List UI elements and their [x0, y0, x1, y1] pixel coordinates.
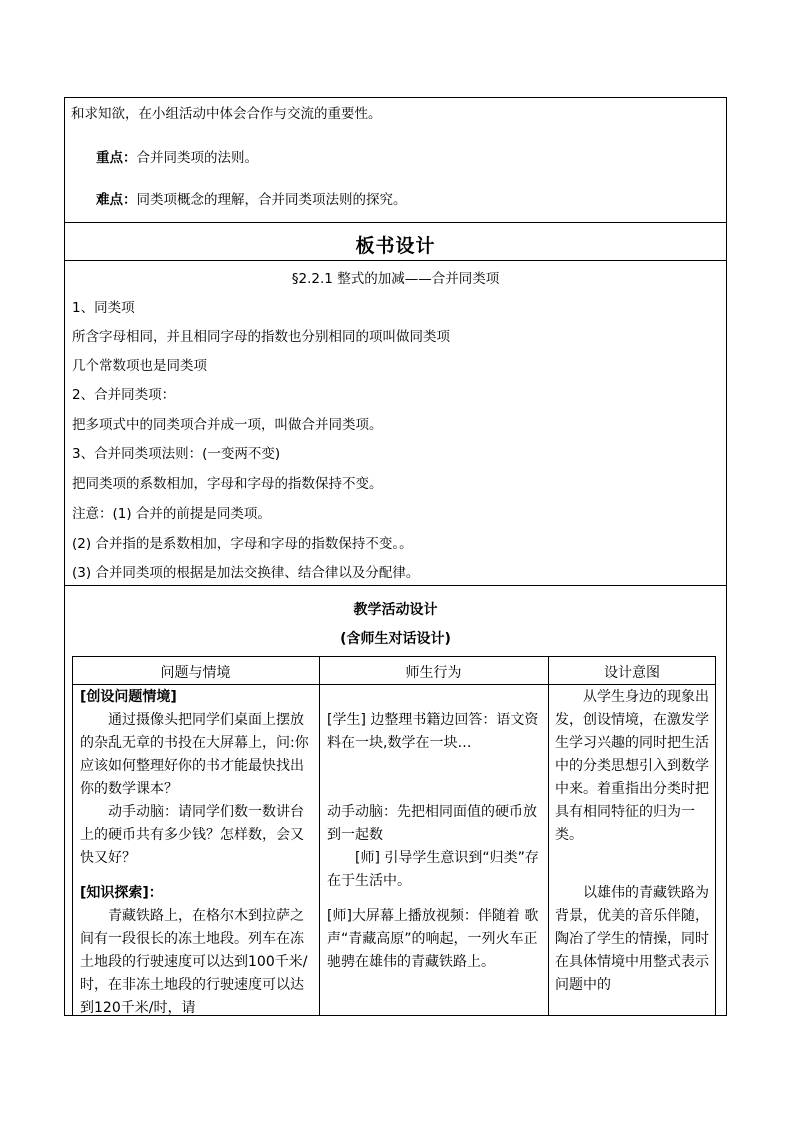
column-design-intent — [555, 686, 713, 997]
board-line: 把多项式中的同类项合并成一项，叫做合并同类项。 — [72, 417, 383, 433]
paragraph: 动手动脑：请同学们数一数讲台上的硬币共有多少钱？怎样数，会又快又好？ — [80, 804, 304, 866]
header-design-intent: 设计意图 — [604, 665, 660, 681]
activity-subtitle: (含师生对话设计) — [340, 631, 451, 647]
header-problem-situation: 问题与情境 — [160, 665, 231, 681]
board-line: 把同类项的系数相加，字母和字母的指数保持不变。 — [72, 476, 383, 492]
paragraph: [师] 引导学生意识到“归类”存在于生活中。 — [327, 850, 539, 889]
paragraph: [学生] 边整理书籍边回答：语文资料在一块,数学在一块… — [327, 712, 539, 751]
paragraph: 从学生身边的现象出发，创设情境，在激发学生学习兴趣的同时把生活中的分类思想引入到数学中来。着重指出分类时把具有相同特征的归为一类。 — [555, 689, 709, 843]
difficulty-point — [96, 192, 407, 208]
key-point — [96, 150, 258, 166]
key-point-text: 合并同类项的法则。 — [136, 150, 258, 166]
difficulty-label: 难点： — [96, 192, 137, 208]
header-divider — [72, 684, 716, 685]
column-divider — [319, 656, 320, 1016]
board-design-title: 板书设计 — [355, 235, 436, 257]
goal-text-line: 和求知欲，在小组活动中体会合作与交流的重要性。 — [71, 106, 382, 122]
board-line: (2) 合并指的是系数相加，字母和字母的指数保持不变。。 — [72, 536, 413, 552]
heading-create-situation: [创设问题情境] — [80, 689, 177, 705]
paragraph: 以雄伟的青藏铁路为背景，优美的音乐伴随，陶冶了学生的情操，同时在具体情境中用整式表示问题中的 — [555, 885, 709, 993]
header-teacher-student: 师生行为 — [405, 665, 462, 681]
divider — [64, 222, 727, 223]
column-problem-situation — [80, 686, 316, 1020]
board-line: 所含字母相同，并且相同字母的指数也分别相同的项叫做同类项 — [72, 329, 450, 345]
key-point-label: 重点： — [96, 150, 137, 166]
board-line: 1、同类项 — [72, 300, 135, 316]
board-subtitle: §2.2.1 整式的加减——合并同类项 — [291, 271, 500, 287]
board-line: 2、合并同类项： — [72, 387, 176, 403]
paragraph: 动手动脑：先把相同面值的硬币放到一起数 — [327, 804, 537, 843]
divider — [64, 260, 727, 261]
divider — [64, 585, 727, 586]
activity-title: 教学活动设计 — [353, 602, 438, 618]
difficulty-text: 同类项概念的理解，合并同类项法则的探究。 — [136, 192, 407, 208]
column-teacher-student — [327, 709, 545, 974]
board-line: 注意：(1) 合并的前提是同类项。 — [72, 506, 271, 522]
paragraph: 青藏铁路上，在格尔木到拉萨之间有一段很长的冻土地段。列车在冻土地段的行驶速度可以达到100千米/时，在非冻土地段的行驶速度可以达到120千米/时，请 — [80, 908, 308, 1016]
paragraph: [师]大屏幕上播放视频：伴随着 歌声“青藏高原”的响起，一列火车正驰骋在雄伟的青藏铁路上。 — [327, 908, 539, 970]
board-line: (3) 合并同类项的根据是加法交换律、结合律以及分配律。 — [72, 565, 420, 581]
board-line: 几个常数项也是同类项 — [72, 358, 207, 374]
column-divider — [548, 656, 549, 1016]
paragraph: 通过摄像头把同学们桌面上摆放的杂乱无章的书投在大屏幕上，问:你应该如何整理好你的书才能最快找出你的数学课本？ — [80, 712, 309, 797]
board-line: 3、合并同类项法则：(一变两不变) — [72, 446, 281, 462]
heading-knowledge-explore: [知识探索]： — [80, 885, 163, 901]
